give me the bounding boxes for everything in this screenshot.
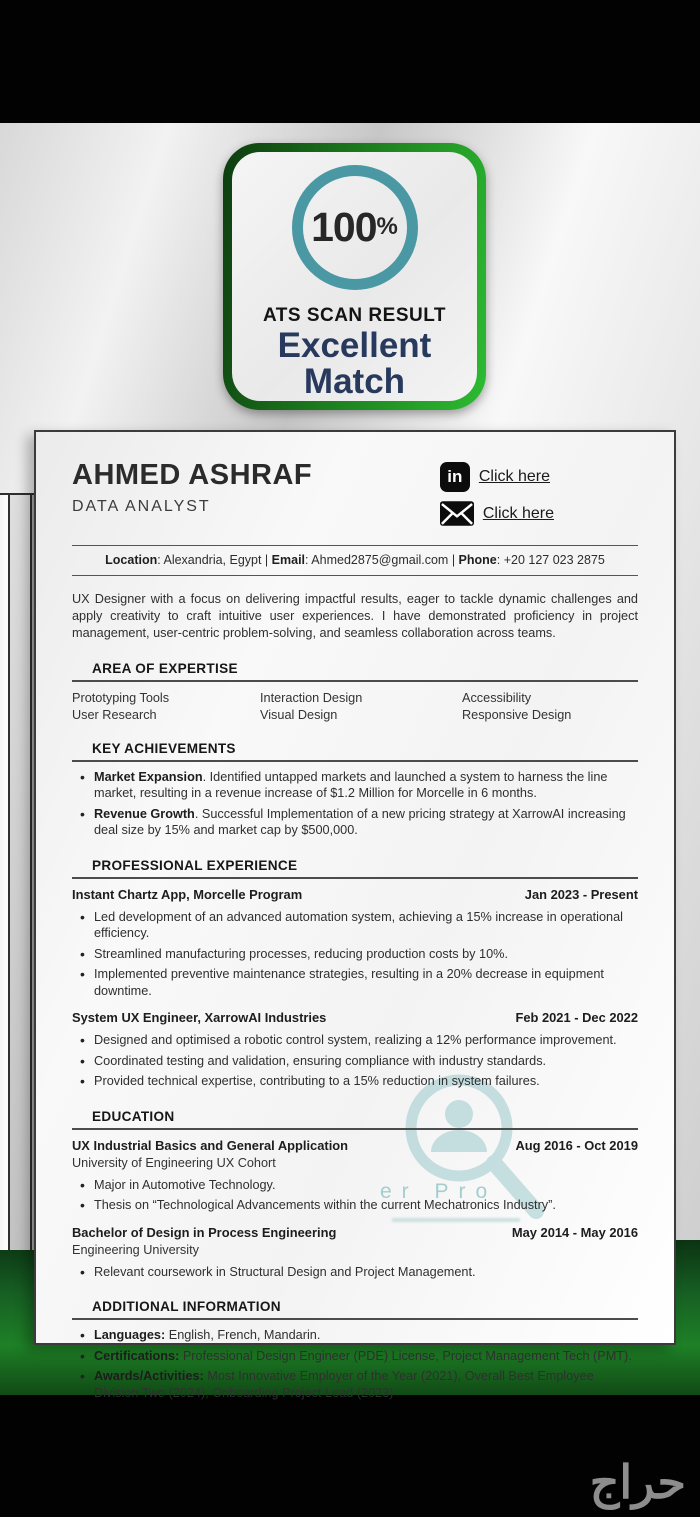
job-bullet: • Designed and optimised a robotic control system, realizing a 12% performance improvement. — [72, 1032, 638, 1049]
education-dates: May 2014 - May 2016 — [511, 1224, 638, 1240]
achievement-text: . Successful Implementation of a new pricing strategy at XarrowAI increasing deal size by 15% and market cap by $500,000. — [94, 806, 626, 838]
achievement-text: . Identified untapped markets and launched a system to harness the line market, resulting in a revenue increase of $1.2 Million for Morcelle in 6 months. — [94, 769, 608, 801]
achievements-heading: KEY ACHIEVEMENTS — [92, 740, 236, 756]
job-title-text: System UX Engineer, XarrowAI Industries — [72, 1010, 327, 1026]
section-education — [72, 1109, 638, 1281]
expertise-item: Accessibility — [462, 690, 532, 705]
linkedin-icon[interactable]: in — [440, 462, 470, 492]
education-bullet: • Relevant coursework in Structural Design and Project Management. — [72, 1264, 638, 1281]
additional-text: English, French, Mandarin. — [165, 1328, 321, 1343]
score-percent: % — [376, 213, 398, 241]
phone-value: : +20 127 023 2875 — [496, 553, 605, 567]
section-additional — [72, 1299, 638, 1401]
job-header — [72, 887, 638, 902]
education-bullet: • Thesis on “Technological Advancements within the current Mechatronics Industry”. — [72, 1197, 638, 1214]
additional-item — [72, 1348, 638, 1365]
ats-scan-label: ATS SCAN RESULT — [262, 304, 447, 326]
school-name: University of Engineering UX Cohort — [72, 1155, 276, 1170]
additional-rule — [72, 1318, 638, 1320]
expertise-grid — [72, 691, 638, 722]
education-bullets — [72, 1177, 638, 1214]
education-header — [72, 1225, 638, 1240]
achievements-rule — [72, 760, 638, 762]
score-ring — [292, 165, 418, 290]
achievement-lead: Revenue Growth — [94, 806, 195, 821]
section-experience — [72, 858, 638, 1090]
email-row — [440, 501, 554, 526]
phone-label: Phone — [458, 553, 497, 567]
degree-title: Bachelor of Design in Process Engineering — [72, 1224, 337, 1240]
additional-lead: Awards/Activities: — [94, 1369, 204, 1384]
additional-text: Professional Design Engineer (PDE) License, Project Management Tech (PMT). — [179, 1348, 632, 1363]
summary-text: UX Designer with a focus on delivering impactful results, eager to tackle dynamic challenges and apply creativity to craft intuitive user experiences. I have demonstrated proficiency in project management, user-centric problem-solving, and seamless collaboration across teams. — [72, 592, 638, 640]
linkedin-row — [440, 462, 554, 492]
job-header — [72, 1010, 638, 1025]
additional-text: Most Innovative Employer of the Year (2021), Overall Best Employee Division Two (2024), Onboarding Project Lead (2023) — [94, 1369, 594, 1400]
job-bullet: • Led development of an advanced automation system, achieving a 15% increase in operational efficiency. — [72, 909, 638, 942]
section-expertise — [72, 661, 638, 722]
additional-item — [72, 1368, 638, 1401]
education-header — [72, 1138, 638, 1153]
additional-item — [72, 1327, 638, 1344]
email-link[interactable]: Click here — [482, 504, 554, 522]
candidate-name: AHMED ASHRAF — [72, 459, 313, 491]
identity-block — [72, 460, 312, 516]
education-heading: EDUCATION — [92, 1108, 175, 1124]
match-result — [277, 325, 432, 402]
expertise-rule — [72, 680, 638, 682]
experience-heading: PROFESSIONAL EXPERIENCE — [92, 857, 298, 873]
expertise-item: Interaction Design — [260, 690, 363, 705]
ats-badge-inner — [232, 152, 477, 401]
degree-title: UX Industrial Basics and General Application — [72, 1137, 349, 1153]
watermark-brand-text: er Pro — [380, 1180, 498, 1203]
education-bullets — [72, 1264, 638, 1281]
job-bullet: • Streamlined manufacturing processes, reducing production costs by 10%. — [72, 946, 638, 963]
education-bullet: • Major in Automotive Technology. — [72, 1177, 638, 1194]
ats-badge — [223, 143, 486, 410]
education-rule — [72, 1128, 638, 1130]
expertise-heading: AREA OF EXPERTISE — [92, 660, 238, 676]
job-dates: Feb 2021 - Dec 2022 — [515, 1010, 638, 1026]
additional-lead: Certifications: — [94, 1348, 180, 1363]
job-bullets — [72, 1032, 638, 1090]
job-bullet: • Provided technical expertise, contributing to a 15% reduction in system failures. — [72, 1073, 638, 1090]
resume-content — [36, 432, 674, 1400]
job-title-text: Instant Chartz App, Morcelle Program — [72, 886, 303, 902]
achievement-lead: Market Expansion — [94, 769, 203, 784]
expertise-item: User Research — [72, 707, 157, 722]
achievement-item — [72, 769, 638, 802]
job-bullet: • Implemented preventive maintenance strategies, resulting in a 20% decrease in equipment downtime. — [72, 966, 638, 999]
school-name: Engineering University — [72, 1242, 199, 1257]
email-value: : Ahmed2875@gmail.com | — [305, 553, 459, 567]
header-row — [72, 460, 638, 535]
location-label: Location — [105, 553, 158, 567]
expertise-item: Visual Design — [260, 707, 338, 722]
expertise-item: Prototyping Tools — [72, 690, 170, 705]
back-page-sheet — [0, 493, 34, 1250]
expertise-item: Responsive Design — [462, 707, 572, 722]
achievements-list — [72, 769, 638, 839]
candidate-title: DATA ANALYST — [72, 498, 211, 516]
resume-page — [34, 430, 676, 1400]
additional-list — [72, 1327, 638, 1401]
back-page-edge — [8, 495, 32, 1250]
achievement-item — [72, 806, 638, 839]
experience-rule — [72, 877, 638, 879]
job-bullets — [72, 909, 638, 1000]
linkedin-link[interactable]: Click here — [478, 468, 550, 485]
job-bullet: • Coordinated testing and validation, ensuring compliance with industry standards. — [72, 1053, 638, 1070]
additional-heading: ADDITIONAL INFORMATION — [92, 1299, 281, 1315]
match-result-line2: Match — [303, 362, 406, 402]
haraj-brand-text: حراج — [589, 1456, 686, 1508]
additional-lead: Languages: — [94, 1328, 166, 1343]
links-block — [440, 460, 638, 535]
location-value: : Alexandria, Egypt | — [157, 553, 272, 567]
score-value: 100 — [311, 203, 377, 250]
job-dates: Jan 2023 - Present — [524, 886, 638, 902]
envelope-icon[interactable] — [440, 501, 474, 526]
contact-bar — [72, 546, 638, 575]
education-dates: Aug 2016 - Oct 2019 — [515, 1137, 638, 1153]
contact-rule-bottom — [72, 575, 638, 576]
match-result-line1: Excellent — [277, 325, 432, 365]
section-achievements — [72, 741, 638, 839]
email-label: Email — [271, 553, 306, 567]
